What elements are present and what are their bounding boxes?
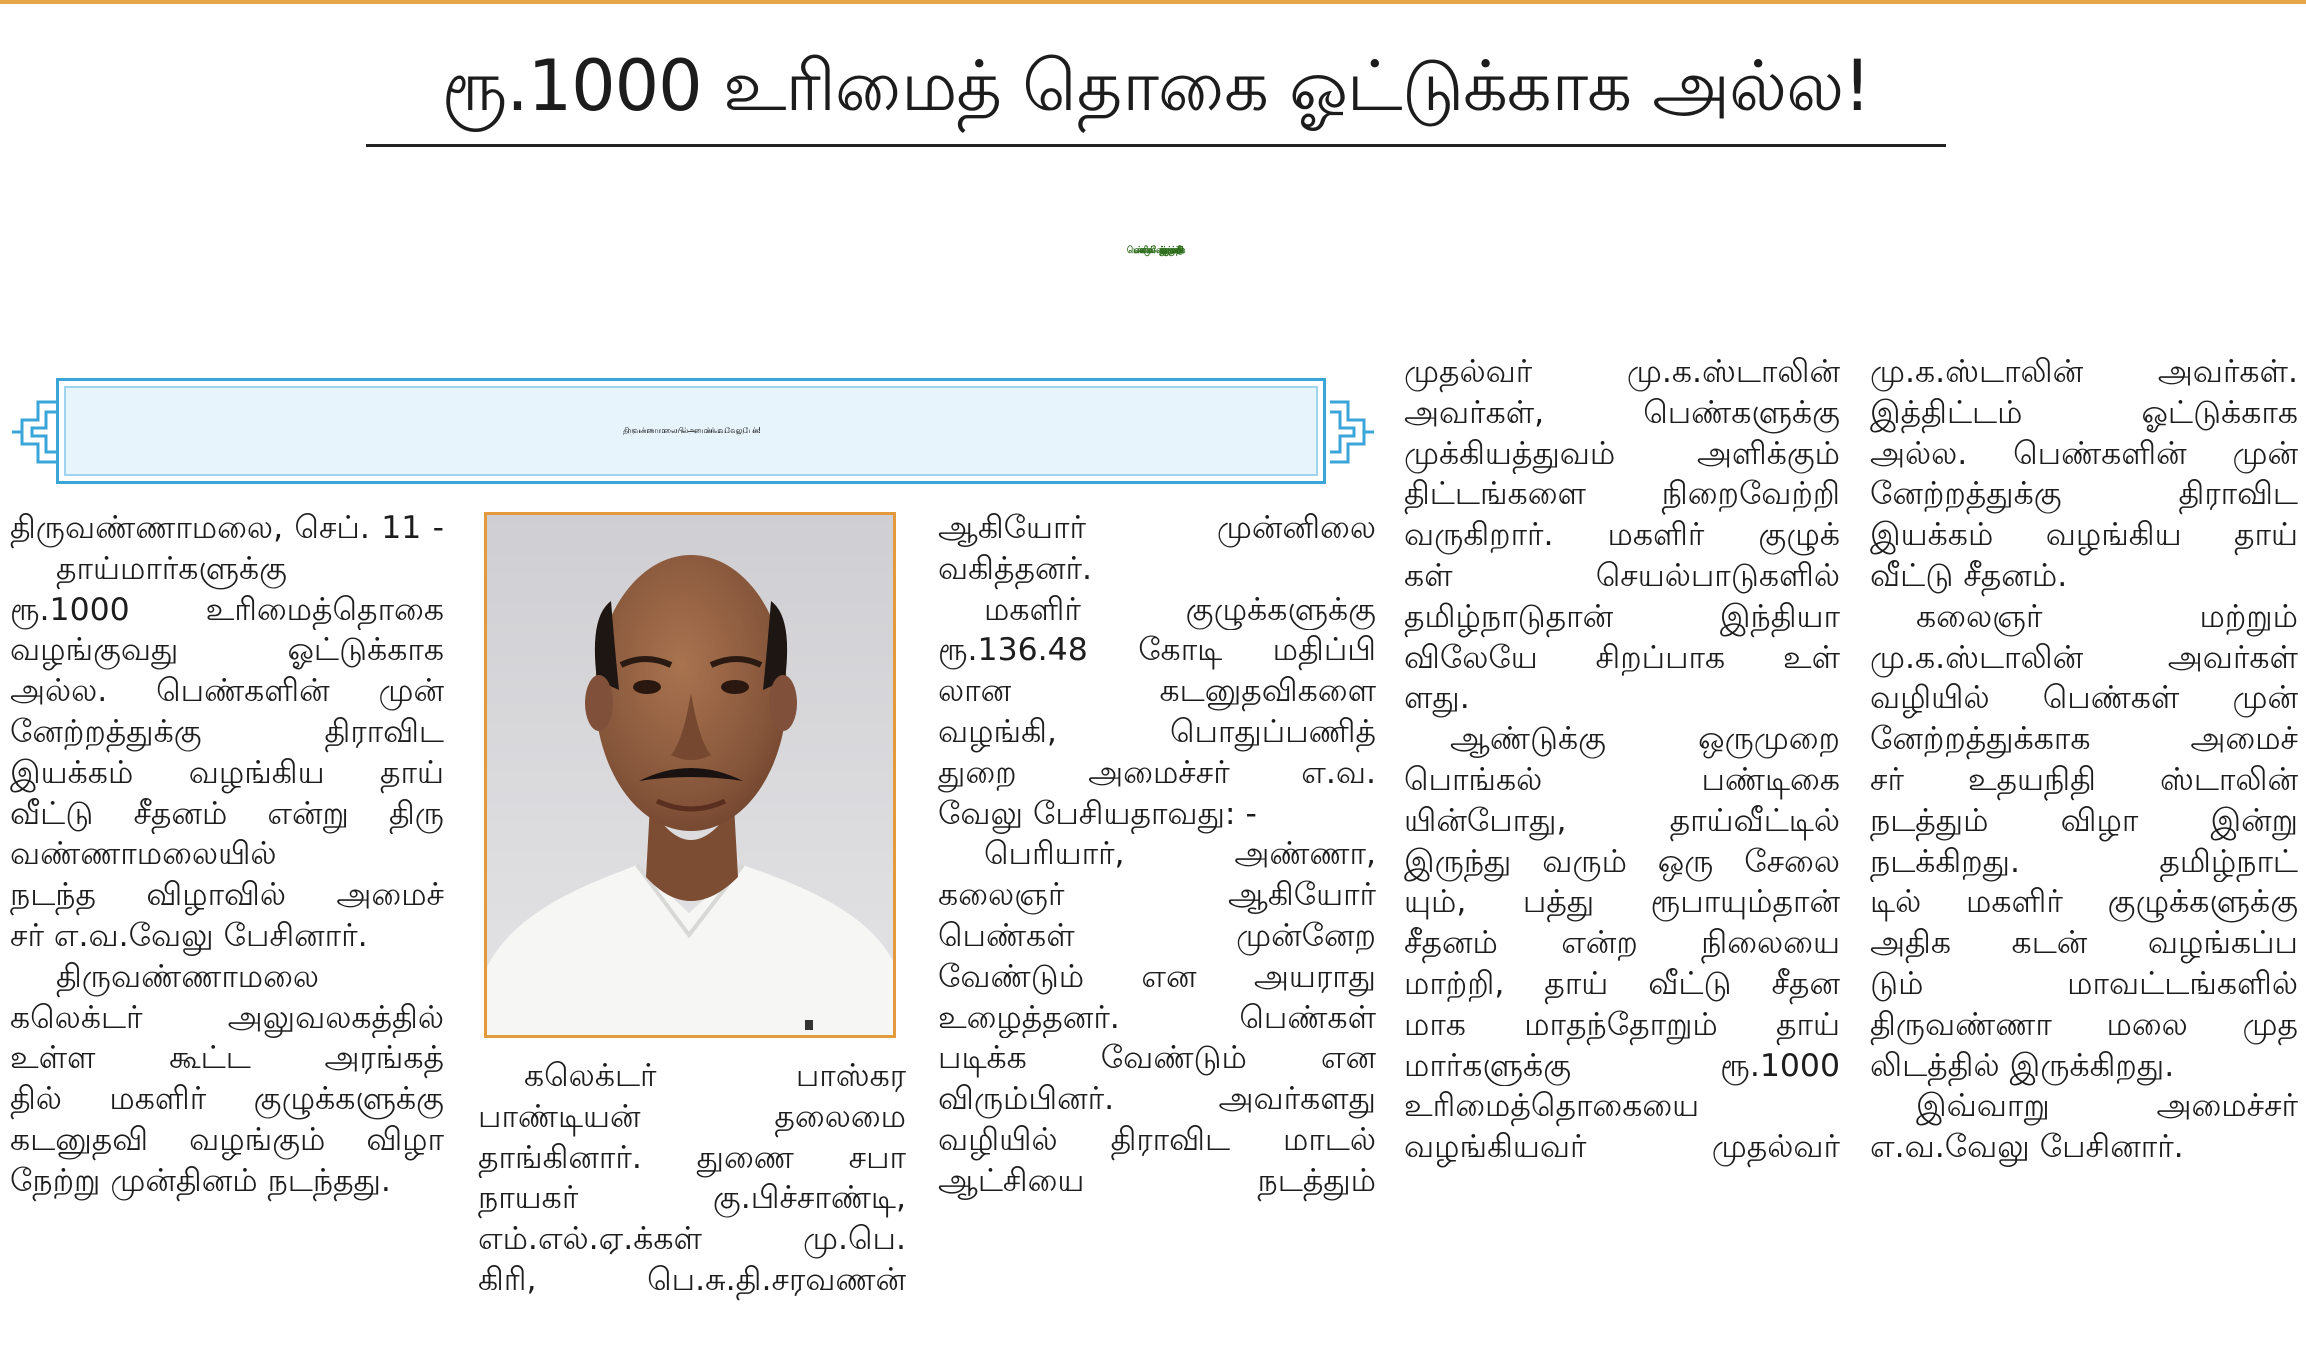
text-line: மு.க.ஸ்டாலின் அவர்கள் <box>1870 639 2298 676</box>
text-line: இயக்கம் வழங்கிய தாய் <box>1870 517 2298 554</box>
text-line: அவர்கள், பெண்களுக்கு <box>1404 394 1840 431</box>
article-column-3 <box>938 508 1376 1202</box>
text-line: ஆண்டுக்கு ஒருமுறை <box>1450 721 1840 758</box>
article-column-1 <box>10 508 444 1202</box>
text-line: கலெக்டர் அலுவலகத்தில் <box>10 999 444 1036</box>
text-line: னேற்றத்துக்கு திராவிட <box>1870 476 2298 513</box>
kicker-underline <box>366 144 1946 147</box>
text-line: மு.க.ஸ்டாலின் அவர்கள். <box>1870 354 2298 390</box>
text-line: எ.வ.வேலு பேசினார். <box>1870 1129 2184 1166</box>
text-line: யும், பத்து ரூபாயும்தான் <box>1404 884 1840 921</box>
text-line: இருந்து வரும் ஒரு சேலை <box>1404 843 1840 880</box>
text-line: முதல்வர் மு.க.ஸ்டாலின் <box>1404 354 1840 390</box>
text-line: வண்ணாமலையில் <box>10 836 277 873</box>
text-line: டும் மாவட்டங்களில் <box>1870 965 2298 1002</box>
text-line: கடனுதவி வழங்கும் விழா <box>10 1121 444 1158</box>
text-line: டில் மகளிர் குழுக்களுக்கு <box>1870 884 2298 921</box>
article-column-4 <box>1404 352 1840 1168</box>
text-line: நடந்த விழாவில் அமைச் <box>10 877 444 914</box>
text-line: திருவண்ணாமலை, செப். 11 - <box>10 510 444 546</box>
text-line: தாங்கினார். துணை சபா <box>478 1139 906 1176</box>
text-line: மார்களுக்கு ரூ.1000 <box>1404 1047 1840 1084</box>
text-line: ரூ.136.48 கோடி மதிப்பி <box>938 632 1376 669</box>
text-line: நேற்று முன்தினம் நடந்தது. <box>10 1162 391 1199</box>
text-line: ஆகியோர் முன்னிலை <box>938 510 1376 546</box>
text-line: தில் மகளிர் குழுக்களுக்கு <box>10 1081 444 1118</box>
text-line: துறை அமைச்சர் எ.வ. <box>938 754 1376 791</box>
text-line: தாய்மார்களுக்கு <box>56 550 287 587</box>
text-line: விரும்பினர். அவர்களது <box>938 1081 1376 1118</box>
article-column-5 <box>1870 352 2298 1168</box>
text-line: இத்திட்டம் ஓட்டுக்காக <box>1870 394 2298 431</box>
text-line: யின்போது, தாய்வீட்டில் <box>1404 802 1840 839</box>
text-line: வீட்டு சீதனம் என்று திரு <box>10 795 444 832</box>
text-line: வழியில் திராவிட மாடல் <box>938 1121 1376 1158</box>
text-line: நடத்தும் விழா இன்று <box>1870 802 2298 839</box>
text-line: சீதனம் என்ற நிலையை <box>1404 925 1840 962</box>
text-line: னேற்றத்துக்கு திராவிட <box>10 713 444 750</box>
scroll-ornament-right-icon <box>1330 390 1376 474</box>
text-line: மகளிர் குழுக்களுக்கு <box>984 591 1376 628</box>
text-line: வேலு பேசியதாவது: - <box>938 795 1257 832</box>
scroll-ornament-left-icon <box>10 390 56 474</box>
text-line: உழைத்தனர். பெண்கள் <box>938 999 1376 1036</box>
text-line: கலெக்டர் பாஸ்கர <box>524 1058 906 1094</box>
text-line: இவ்வாறு அமைச்சர் <box>1916 1088 2298 1125</box>
text-line: அதிக கடன் வழங்கப்ப <box>1870 925 2298 962</box>
text-line: மாற்றி, தாய் வீட்டு சீதன <box>1404 965 1840 1002</box>
text-line: னேற்றத்துக்காக அமைச் <box>1870 721 2298 758</box>
text-line: பொங்கல் பண்டிகை <box>1404 761 1840 798</box>
text-line: திட்டங்களை நிறைவேற்றி <box>1404 476 1840 513</box>
main-headline: பெண்களின் முன்னேற்றத்துக்கு வழங்கும் தாய் வீட்டுச் சீதனம்! <box>1126 244 1180 256</box>
text-line: பெரியார், அண்ணா, <box>984 836 1376 873</box>
text-line: வழியில் பெண்கள் முன் <box>1870 680 2298 717</box>
text-line: எம்.எல்.ஏ.க்கள் மு.பெ. <box>478 1221 906 1258</box>
text-line: முக்கியத்துவம் அளிக்கும் <box>1404 435 1840 472</box>
text-line: உள்ள கூட்ட அரங்கத் <box>10 1040 444 1077</box>
text-line: கலைஞர் ஆகியோர் <box>938 877 1376 914</box>
text-line: வருகிறார். மகளிர் குழுக் <box>1404 517 1840 554</box>
text-line: சர் உதயநிதி ஸ்டாலின் <box>1870 761 2298 798</box>
text-line: வழங்குவது ஓட்டுக்காக <box>10 632 444 669</box>
text-line: நாயகர் கு.பிச்சாண்டி, <box>478 1180 906 1217</box>
text-line: வழங்கி, பொதுப்பணித் <box>938 713 1376 750</box>
text-line: பாண்டியன் தலைமை <box>478 1098 906 1135</box>
text-line: கள் செயல்பாடுகளில் <box>1404 557 1840 594</box>
text-line: விலேயே சிறப்பாக உள் <box>1404 639 1840 676</box>
text-line: வகித்தனர். <box>938 550 1093 587</box>
kicker-headline: ரூ.1000 உரிமைத் தொகை ஓட்டுக்காக அல்ல! <box>441 45 1871 127</box>
text-line: கிரி, பெ.சு.தி.சரவணன் <box>478 1261 906 1298</box>
text-line: ரூ.1000 உரிமைத்தொகை <box>10 591 444 628</box>
text-line: திருவண்ணாமலை <box>56 958 320 995</box>
text-line: ஆட்சியை நடத்தும் <box>938 1162 1376 1199</box>
top-rule <box>0 0 2306 4</box>
text-line: லான கடனுதவிகளை <box>938 673 1376 710</box>
text-line: சர் எ.வ.வேலு பேசினார். <box>10 917 368 954</box>
text-line: கலைஞர் மற்றும் <box>1916 598 2298 635</box>
text-line: அல்ல. பெண்களின் முன் <box>1870 435 2298 472</box>
text-line: இயக்கம் வழங்கிய தாய் <box>10 754 444 791</box>
text-line: அல்ல. பெண்களின் முன் <box>10 673 444 710</box>
text-line: லிடத்தில் இருக்கிறது. <box>1870 1047 2175 1084</box>
text-line: தமிழ்நாடுதான் இந்தியா <box>1404 598 1840 635</box>
text-line: நடக்கிறது. தமிழ்நாட் <box>1870 843 2298 880</box>
text-line: வேண்டும் என அயராது <box>938 958 1376 995</box>
portrait-image <box>487 515 893 1035</box>
text-line: மாக மாதந்தோறும் தாய் <box>1404 1006 1840 1043</box>
text-line: திருவண்ணா மலை முத <box>1870 1006 2298 1043</box>
text-line: உரிமைத்தொகையை <box>1404 1088 1700 1125</box>
text-line: வீட்டு சீதனம். <box>1870 557 2068 594</box>
text-line: ளது. <box>1404 680 1470 717</box>
subheadline-banner <box>10 372 1376 496</box>
subheadline: திருவண்ணாமலையில் அமைச்சர் எ.வ.வேலு பேச்சு! <box>622 426 760 435</box>
text-line: படிக்க வேண்டும் என <box>938 1040 1376 1077</box>
text-line: பெண்கள் முன்னேற <box>938 917 1376 954</box>
minister-photo <box>484 512 896 1038</box>
text-line: வழங்கியவர் முதல்வர் <box>1404 1129 1840 1166</box>
article-column-2 <box>478 1056 906 1301</box>
